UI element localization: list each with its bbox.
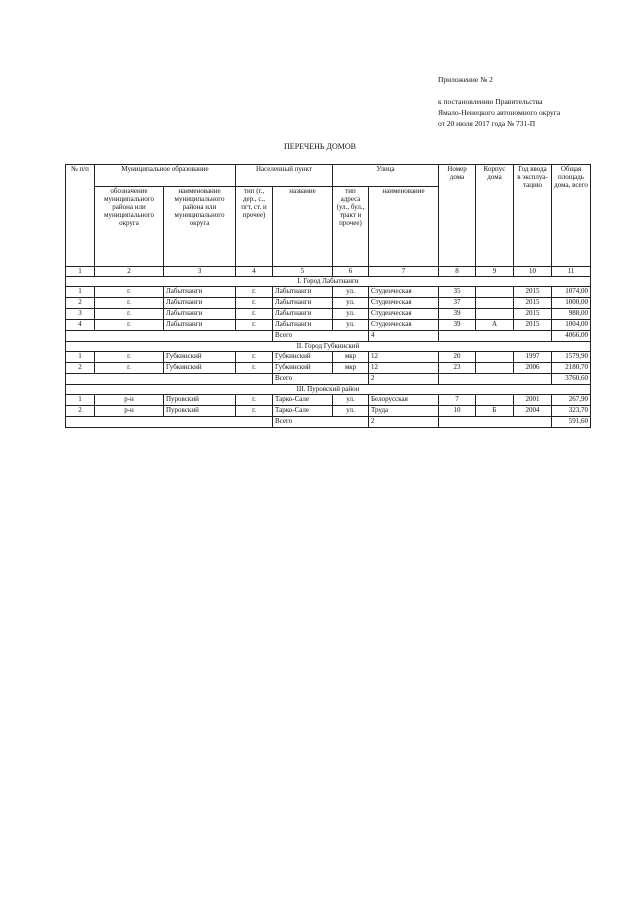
col-number: 8 xyxy=(439,267,476,277)
header-settlement: Населенный пункт xyxy=(236,165,333,187)
section-row xyxy=(66,385,591,395)
area-cell: 323,70 xyxy=(552,406,591,417)
street-name-cell: Студенческая xyxy=(369,320,439,331)
street-name-cell: Студенческая xyxy=(369,309,439,320)
appendix-label: Приложение № 2 xyxy=(438,75,493,84)
settlement-name-cell: Лабытнанги xyxy=(273,309,333,320)
settlement-name-cell: Лабытнанги xyxy=(273,320,333,331)
area-cell: 1579,90 xyxy=(552,352,591,363)
col-number: 4 xyxy=(236,267,273,277)
header-address-type: тип адреса (ул., бул., тракт и прочее) xyxy=(333,187,369,267)
section-title: I. Город Лабытнанги xyxy=(66,277,591,287)
settlement-type-cell: г. xyxy=(236,309,273,320)
row-number: 4 xyxy=(66,320,95,331)
col-number: 11 xyxy=(552,267,591,277)
mun-designation-cell: г. xyxy=(95,352,164,363)
table-row xyxy=(66,363,591,374)
header-municipality: Муниципальное образование xyxy=(95,165,236,187)
row-number: 1 xyxy=(66,395,95,406)
col-number: 2 xyxy=(95,267,164,277)
header-mun-name: наименование муниципального района или муниципального округа xyxy=(164,187,236,267)
settlement-name-cell: Губкинский xyxy=(273,363,333,374)
row-number: 1 xyxy=(66,352,95,363)
col-number: 5 xyxy=(273,267,333,277)
table-row xyxy=(66,352,591,363)
year-cell: 2015 xyxy=(514,320,552,331)
house-number-cell: 10 xyxy=(439,406,476,417)
col-number: 6 xyxy=(333,267,369,277)
settlement-type-cell: г. xyxy=(236,287,273,298)
mun-name-cell: Лабытнанги xyxy=(164,320,236,331)
mun-designation-cell: г. xyxy=(95,287,164,298)
settlement-type-cell: г. xyxy=(236,363,273,374)
header-settlement-name: название xyxy=(273,187,333,267)
building-cell xyxy=(476,287,514,298)
table-row xyxy=(66,395,591,406)
table-row xyxy=(66,298,591,309)
document-header xyxy=(438,74,628,129)
area-cell: 1004,00 xyxy=(552,320,591,331)
area-cell: 988,00 xyxy=(552,309,591,320)
row-number: 3 xyxy=(66,309,95,320)
total-row xyxy=(66,417,591,428)
mun-name-cell: Пуровский xyxy=(164,395,236,406)
col-number: 7 xyxy=(369,267,439,277)
year-cell: 2015 xyxy=(514,298,552,309)
header-settlement-type: тип (г., дер., с., пгт, ст. и прочее) xyxy=(236,187,273,267)
settlement-type-cell: г. xyxy=(236,395,273,406)
house-number-cell: 39 xyxy=(439,320,476,331)
street-name-cell: Белорусская xyxy=(369,395,439,406)
building-cell xyxy=(476,363,514,374)
total-blank xyxy=(439,374,552,385)
table-row xyxy=(66,287,591,298)
mun-name-cell: Пуровский xyxy=(164,406,236,417)
total-label: Всего xyxy=(273,417,369,428)
header-area: Общая площадь дома, всего xyxy=(552,165,591,267)
total-row xyxy=(66,374,591,385)
column-numbers-row xyxy=(66,267,591,277)
settlement-type-cell: г. xyxy=(236,298,273,309)
address-type-cell: ул. xyxy=(333,298,369,309)
mun-designation-cell: г. xyxy=(95,363,164,374)
building-cell xyxy=(476,309,514,320)
mun-name-cell: Лабытнанги xyxy=(164,298,236,309)
settlement-name-cell: Лабытнанги xyxy=(273,287,333,298)
address-type-cell: мкр xyxy=(333,363,369,374)
mun-name-cell: Губкинский xyxy=(164,363,236,374)
house-number-cell: 37 xyxy=(439,298,476,309)
row-number: 2 xyxy=(66,363,95,374)
address-type-cell: ул. xyxy=(333,309,369,320)
settlement-name-cell: Губкинский xyxy=(273,352,333,363)
col-number: 10 xyxy=(514,267,552,277)
area-cell: 1000,00 xyxy=(552,298,591,309)
mun-designation-cell: г. xyxy=(95,309,164,320)
street-name-cell: Студенческая xyxy=(369,298,439,309)
total-blank xyxy=(66,417,273,428)
row-number: 1 xyxy=(66,287,95,298)
total-blank xyxy=(439,417,552,428)
building-cell: Б xyxy=(476,406,514,417)
header-street: Улица xyxy=(333,165,439,187)
section-row xyxy=(66,342,591,352)
house-number-cell: 39 xyxy=(439,309,476,320)
table-header xyxy=(66,165,591,277)
year-cell: 1997 xyxy=(514,352,552,363)
settlement-name-cell: Лабытнанги xyxy=(273,298,333,309)
mun-designation-cell: р-н xyxy=(95,406,164,417)
row-number: 2 xyxy=(66,298,95,309)
table-row xyxy=(66,320,591,331)
address-type-cell: ул. xyxy=(333,287,369,298)
header-street-name: наименование xyxy=(369,187,439,267)
total-row xyxy=(66,331,591,342)
row-number: 2 xyxy=(66,406,95,417)
total-blank xyxy=(66,374,273,385)
street-name-cell: 12 xyxy=(369,352,439,363)
decree-line-3: от 20 июля 2017 года № 731-П xyxy=(438,119,536,128)
header-year: Год ввода в эксплуа-тацию xyxy=(514,165,552,267)
settlement-name-cell: Тарко-Сале xyxy=(273,395,333,406)
header-no: № п/п xyxy=(66,165,95,267)
houses-table xyxy=(65,164,591,428)
year-cell: 2015 xyxy=(514,287,552,298)
settlement-type-cell: г. xyxy=(236,320,273,331)
year-cell: 2001 xyxy=(514,395,552,406)
house-number-cell: 23 xyxy=(439,363,476,374)
col-number: 1 xyxy=(66,267,95,277)
header-house-number: Номер дома xyxy=(439,165,476,267)
settlement-type-cell: г. xyxy=(236,352,273,363)
address-type-cell: ул. xyxy=(333,395,369,406)
area-cell: 2180,70 xyxy=(552,363,591,374)
house-number-cell: 35 xyxy=(439,287,476,298)
address-type-cell: мкр xyxy=(333,352,369,363)
mun-designation-cell: г. xyxy=(95,298,164,309)
header-mun-designation: обозначение муниципального района или муниципального округа xyxy=(95,187,164,267)
total-area: 3760,60 xyxy=(552,374,591,385)
col-number: 3 xyxy=(164,267,236,277)
address-type-cell: ул. xyxy=(333,320,369,331)
total-count: 2 xyxy=(369,374,439,385)
mun-name-cell: Лабытнанги xyxy=(164,287,236,298)
building-cell xyxy=(476,298,514,309)
year-cell: 2004 xyxy=(514,406,552,417)
decree-line-2: Ямало-Ненецкого автономного округа xyxy=(438,108,561,117)
col-number: 9 xyxy=(476,267,514,277)
address-type-cell: ул. xyxy=(333,406,369,417)
table-row xyxy=(66,406,591,417)
area-cell: 267,90 xyxy=(552,395,591,406)
mun-designation-cell: г. xyxy=(95,320,164,331)
mun-name-cell: Губкинский xyxy=(164,352,236,363)
building-cell xyxy=(476,352,514,363)
total-area: 4066,00 xyxy=(552,331,591,342)
total-blank xyxy=(439,331,552,342)
document-title: ПЕРЕЧЕНЬ ДОМОВ xyxy=(284,142,356,151)
street-name-cell: 12 xyxy=(369,363,439,374)
total-area: 591,60 xyxy=(552,417,591,428)
house-number-cell: 20 xyxy=(439,352,476,363)
total-count: 4 xyxy=(369,331,439,342)
section-row xyxy=(66,277,591,287)
settlement-type-cell: г. xyxy=(236,406,273,417)
settlement-name-cell: Тарко-Сале xyxy=(273,406,333,417)
total-label: Всего xyxy=(273,331,369,342)
total-blank xyxy=(66,331,273,342)
house-number-cell: 7 xyxy=(439,395,476,406)
area-cell: 1074,00 xyxy=(552,287,591,298)
header-building: Корпус дома xyxy=(476,165,514,267)
total-count: 2 xyxy=(369,417,439,428)
table-body xyxy=(66,277,591,428)
table-row xyxy=(66,309,591,320)
mun-designation-cell: р-н xyxy=(95,395,164,406)
street-name-cell: Труда xyxy=(369,406,439,417)
building-cell: А xyxy=(476,320,514,331)
year-cell: 2015 xyxy=(514,309,552,320)
section-title: II. Город Губкинский xyxy=(66,342,591,352)
street-name-cell: Студенческая xyxy=(369,287,439,298)
decree-line-1: к постановлению Правительства xyxy=(438,97,543,106)
mun-name-cell: Лабытнанги xyxy=(164,309,236,320)
section-title: III. Пуровский район xyxy=(66,385,591,395)
year-cell: 2006 xyxy=(514,363,552,374)
building-cell xyxy=(476,395,514,406)
total-label: Всего xyxy=(273,374,369,385)
